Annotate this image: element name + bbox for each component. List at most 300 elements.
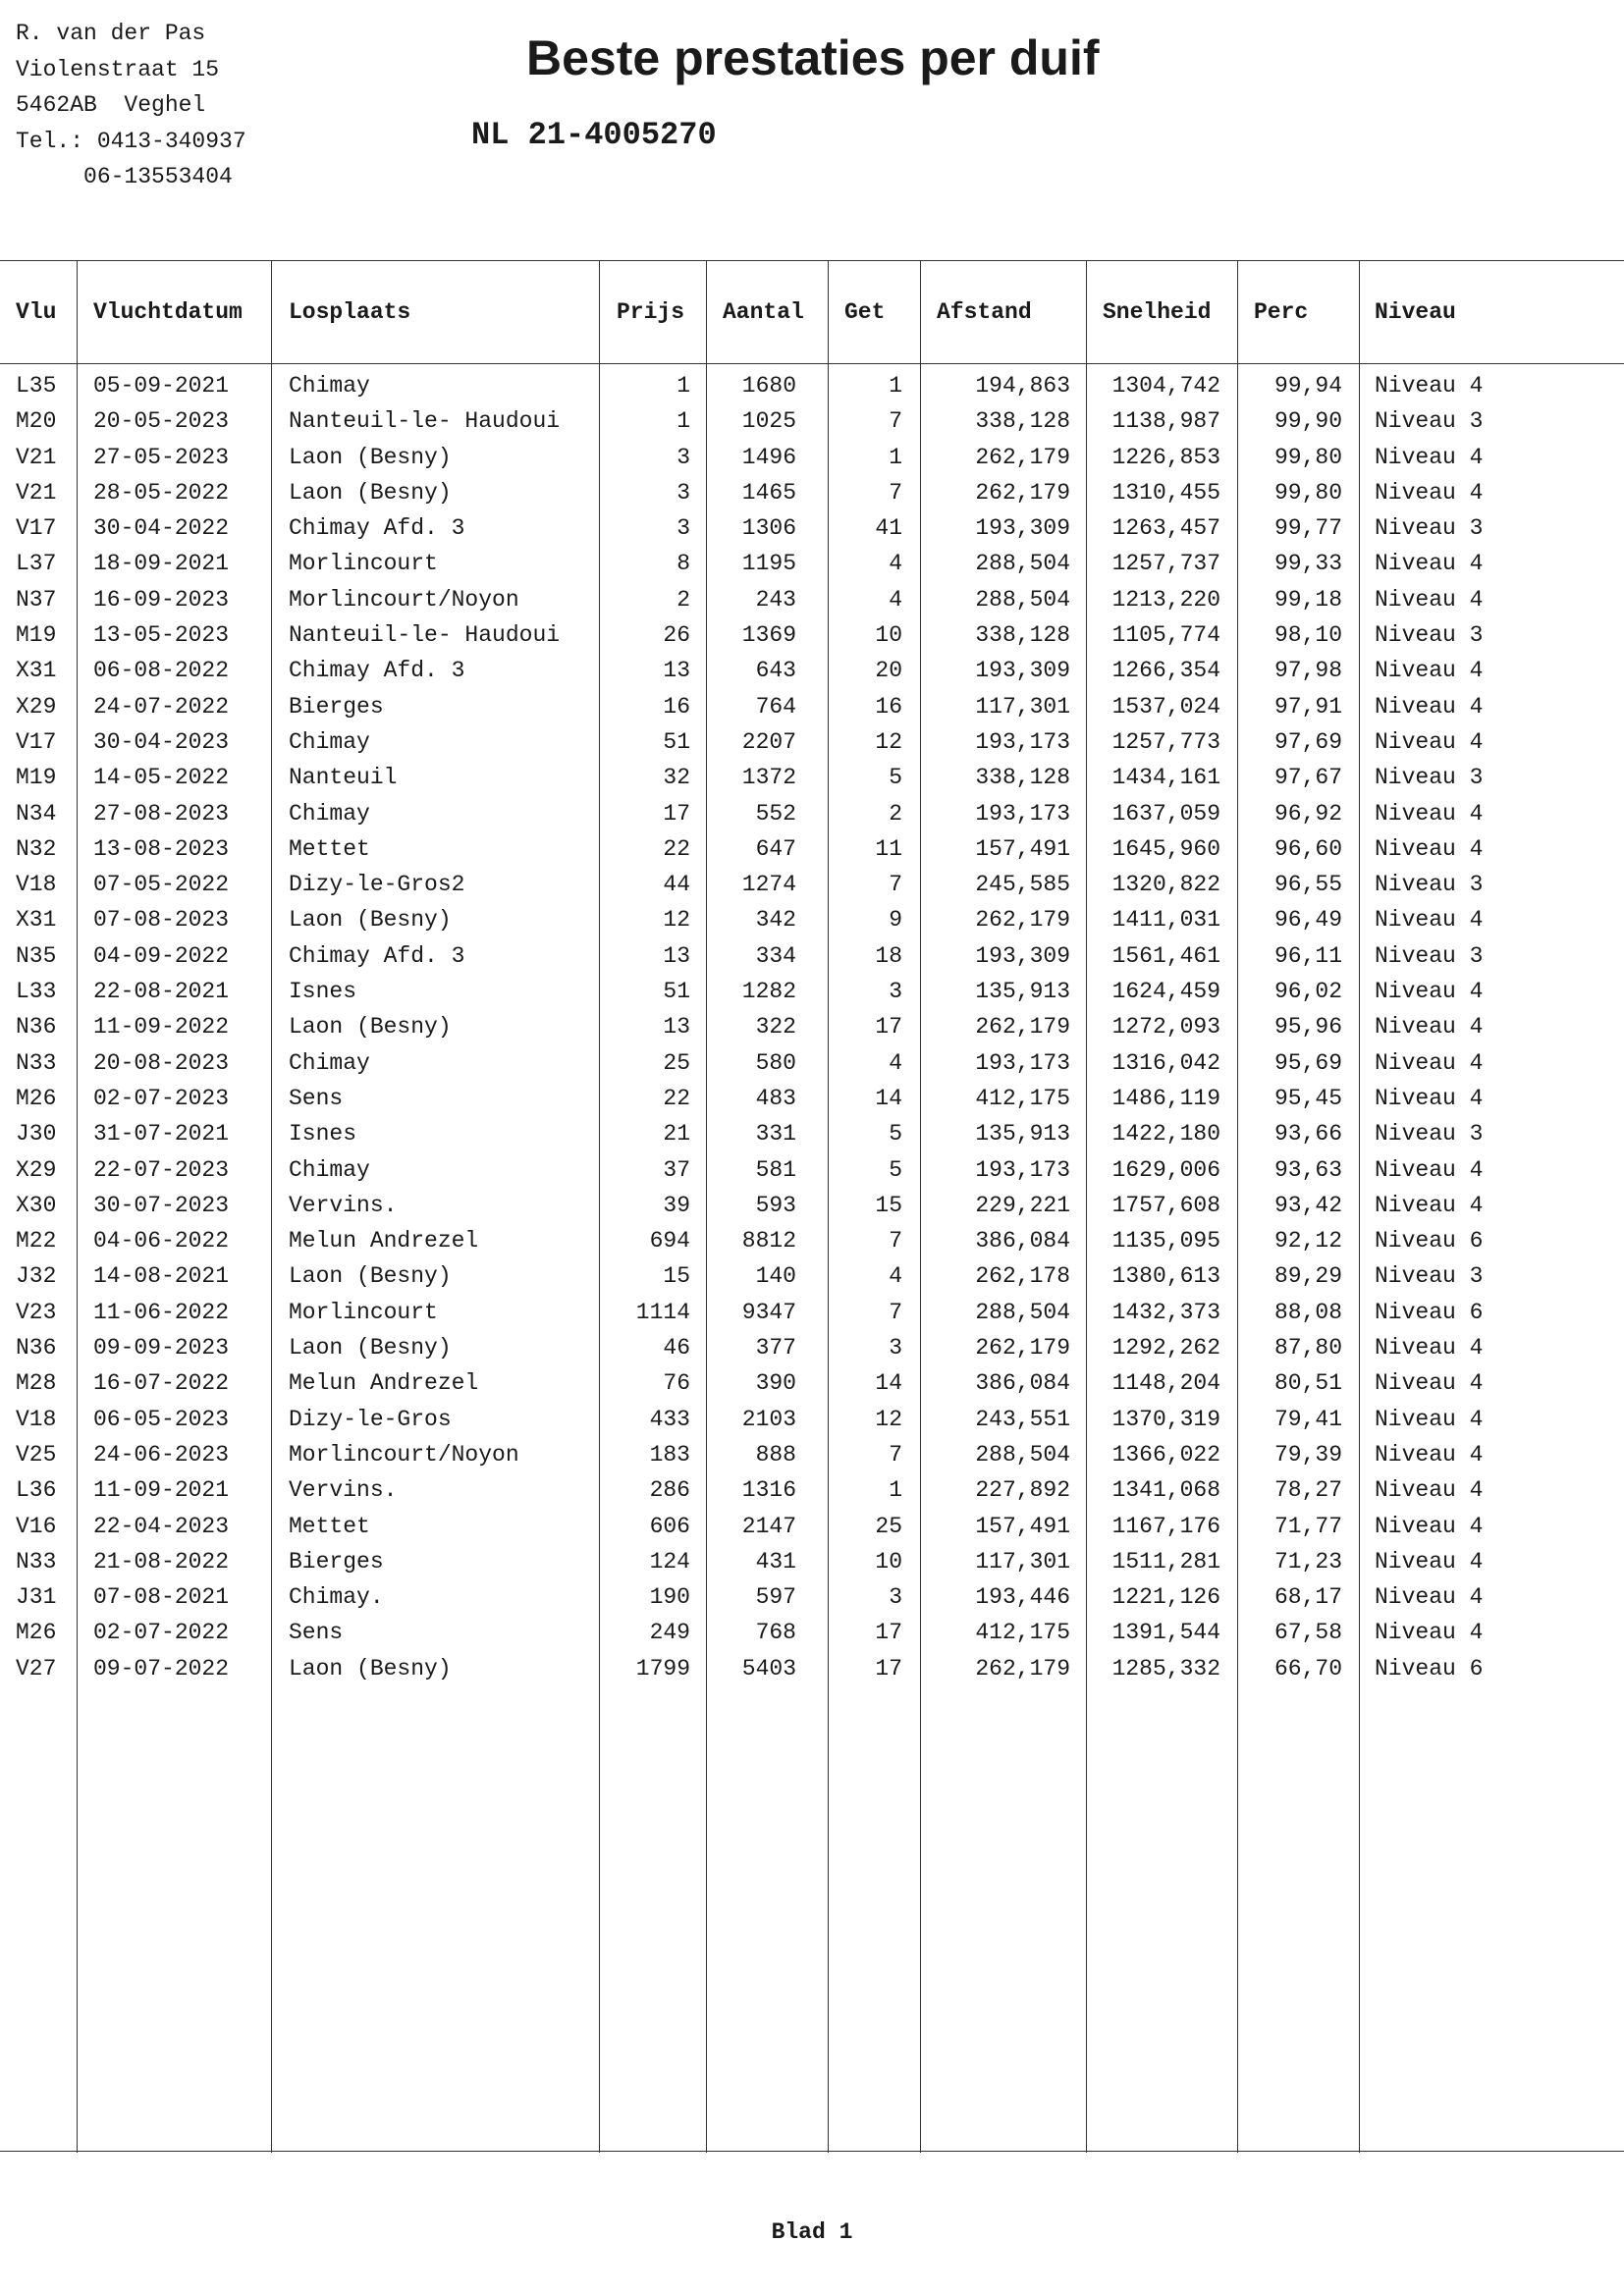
cell-get: 4 <box>889 586 902 613</box>
cell-vlu: N36 <box>16 1014 57 1041</box>
cell-vlu: L37 <box>16 551 57 577</box>
cell-aantal: 1372 <box>741 765 796 791</box>
cell-aantal: 1025 <box>741 408 796 435</box>
cell-niveau: Niveau 4 <box>1375 1620 1484 1646</box>
cell-losplaats: Dizy-le-Gros <box>289 1406 452 1432</box>
cell-snelheid: 1645,960 <box>1111 835 1220 862</box>
cell-vluchtdatum: 04-09-2022 <box>93 942 230 969</box>
cell-afstand: 193,173 <box>975 800 1070 827</box>
cell-niveau: Niveau 3 <box>1375 1121 1484 1148</box>
cell-afstand: 193,309 <box>975 942 1070 969</box>
cell-niveau: Niveau 4 <box>1375 1548 1484 1575</box>
cell-niveau: Niveau 6 <box>1375 1228 1484 1255</box>
cell-get: 14 <box>875 1085 902 1111</box>
cell-perc: 97,67 <box>1273 765 1342 791</box>
cell-get: 7 <box>889 872 902 898</box>
cell-niveau: Niveau 4 <box>1375 658 1484 684</box>
cell-losplaats: Morlincourt <box>289 1299 438 1325</box>
cell-get: 4 <box>889 1263 902 1290</box>
cell-afstand: 412,175 <box>975 1620 1070 1646</box>
cell-prijs: 17 <box>663 800 690 827</box>
cell-perc: 87,80 <box>1273 1335 1342 1362</box>
cell-prijs: 46 <box>663 1335 690 1362</box>
cell-perc: 71,23 <box>1273 1548 1342 1575</box>
cell-aantal: 377 <box>755 1335 796 1362</box>
col-header-losplaats: Losplaats <box>289 299 411 325</box>
cell-vluchtdatum: 05-09-2021 <box>93 373 230 399</box>
cell-vluchtdatum: 18-09-2021 <box>93 551 230 577</box>
cell-niveau: Niveau 3 <box>1375 942 1484 969</box>
cell-get: 5 <box>889 1121 902 1148</box>
table-row <box>0 365 1624 400</box>
cell-get: 20 <box>875 658 902 684</box>
cell-vluchtdatum: 14-05-2022 <box>93 765 230 791</box>
cell-snelheid: 1341,068 <box>1111 1477 1220 1504</box>
cell-get: 10 <box>875 1548 902 1575</box>
table-row <box>0 828 1624 864</box>
cell-prijs: 51 <box>663 728 690 755</box>
col-header-snelheid: Snelheid <box>1103 299 1212 325</box>
table-row <box>0 1434 1624 1469</box>
cell-perc: 96,92 <box>1273 800 1342 827</box>
table-row <box>0 1185 1624 1220</box>
cell-afstand: 338,128 <box>975 622 1070 649</box>
cell-snelheid: 1272,093 <box>1111 1014 1220 1041</box>
cell-afstand: 262,179 <box>975 444 1070 470</box>
cell-prijs: 433 <box>649 1406 690 1432</box>
cell-aantal: 322 <box>755 1014 796 1041</box>
cell-vluchtdatum: 21-08-2022 <box>93 1548 230 1575</box>
cell-prijs: 22 <box>663 1085 690 1111</box>
cell-get: 25 <box>875 1513 902 1539</box>
cell-niveau: Niveau 4 <box>1375 1014 1484 1041</box>
table-row <box>0 1399 1624 1434</box>
cell-afstand: 193,309 <box>975 658 1070 684</box>
cell-perc: 96,49 <box>1273 907 1342 934</box>
cell-losplaats: Melun Andrezel <box>289 1228 479 1255</box>
cell-vlu: X31 <box>16 907 57 934</box>
cell-prijs: 25 <box>663 1049 690 1076</box>
cell-vlu: N33 <box>16 1049 57 1076</box>
cell-losplaats: Chimay <box>289 1156 370 1183</box>
cell-afstand: 229,221 <box>975 1192 1070 1218</box>
cell-afstand: 412,175 <box>975 1085 1070 1111</box>
cell-niveau: Niveau 4 <box>1375 1441 1484 1468</box>
cell-losplaats: Isnes <box>289 1121 357 1148</box>
cell-vluchtdatum: 28-05-2022 <box>93 479 230 506</box>
cell-vluchtdatum: 13-05-2023 <box>93 622 230 649</box>
cell-snelheid: 1221,126 <box>1111 1584 1220 1611</box>
cell-vluchtdatum: 07-08-2023 <box>93 907 230 934</box>
table-row <box>0 1220 1624 1255</box>
cell-prijs: 1 <box>677 408 690 435</box>
cell-afstand: 157,491 <box>975 1513 1070 1539</box>
cell-get: 10 <box>875 622 902 649</box>
cell-losplaats: Chimay <box>289 728 370 755</box>
sender-address <box>16 16 246 195</box>
cell-aantal: 243 <box>755 586 796 613</box>
cell-afstand: 338,128 <box>975 765 1070 791</box>
cell-get: 41 <box>875 515 902 542</box>
cell-losplaats: Chimay Afd. 3 <box>289 515 465 542</box>
cell-losplaats: Chimay <box>289 800 370 827</box>
cell-losplaats: Laon (Besny) <box>289 444 452 470</box>
cell-prijs: 3 <box>677 479 690 506</box>
table-row <box>0 686 1624 721</box>
cell-prijs: 12 <box>663 907 690 934</box>
cell-afstand: 135,913 <box>975 1121 1070 1148</box>
cell-vluchtdatum: 07-05-2022 <box>93 872 230 898</box>
cell-perc: 97,69 <box>1273 728 1342 755</box>
cell-get: 12 <box>875 1406 902 1432</box>
cell-perc: 99,90 <box>1273 408 1342 435</box>
col-header-aantal: Aantal <box>723 299 804 325</box>
table-row <box>0 400 1624 436</box>
cell-aantal: 580 <box>755 1049 796 1076</box>
table-row <box>0 614 1624 650</box>
cell-perc: 95,69 <box>1273 1049 1342 1076</box>
col-header-vluchtdatum: Vluchtdatum <box>93 299 243 325</box>
cell-niveau: Niveau 4 <box>1375 1477 1484 1504</box>
table-row <box>0 1113 1624 1148</box>
table-row <box>0 1469 1624 1505</box>
cell-snelheid: 1148,204 <box>1111 1370 1220 1397</box>
table-row <box>0 1648 1624 1683</box>
cell-perc: 92,12 <box>1273 1228 1342 1255</box>
cell-prijs: 606 <box>649 1513 690 1539</box>
cell-snelheid: 1257,737 <box>1111 551 1220 577</box>
table-bottom-border <box>0 2151 1624 2152</box>
cell-losplaats: Laon (Besny) <box>289 1655 452 1682</box>
cell-snelheid: 1263,457 <box>1111 515 1220 542</box>
cell-vluchtdatum: 22-08-2021 <box>93 979 230 1005</box>
cell-get: 15 <box>875 1192 902 1218</box>
cell-afstand: 262,179 <box>975 907 1070 934</box>
table-row <box>0 1327 1624 1362</box>
cell-losplaats: Laon (Besny) <box>289 1263 452 1290</box>
cell-get: 18 <box>875 942 902 969</box>
cell-get: 17 <box>875 1014 902 1041</box>
cell-snelheid: 1292,262 <box>1111 1335 1220 1362</box>
cell-snelheid: 1105,774 <box>1111 622 1220 649</box>
cell-niveau: Niveau 4 <box>1375 1584 1484 1611</box>
cell-prijs: 16 <box>663 693 690 720</box>
cell-get: 16 <box>875 693 902 720</box>
cell-prijs: 190 <box>649 1584 690 1611</box>
cell-losplaats: Chimay. <box>289 1584 384 1611</box>
cell-prijs: 32 <box>663 765 690 791</box>
cell-afstand: 193,173 <box>975 1156 1070 1183</box>
cell-snelheid: 1434,161 <box>1111 765 1220 791</box>
cell-prijs: 13 <box>663 942 690 969</box>
cell-losplaats: Laon (Besny) <box>289 1335 452 1362</box>
table-row <box>0 1006 1624 1041</box>
table-row <box>0 1292 1624 1327</box>
table-row <box>0 1506 1624 1541</box>
cell-get: 3 <box>889 1335 902 1362</box>
cell-snelheid: 1266,354 <box>1111 658 1220 684</box>
cell-aantal: 1496 <box>741 444 796 470</box>
cell-aantal: 483 <box>755 1085 796 1111</box>
cell-aantal: 140 <box>755 1263 796 1290</box>
cell-niveau: Niveau 4 <box>1375 1156 1484 1183</box>
cell-vlu: N37 <box>16 586 57 613</box>
cell-vluchtdatum: 11-06-2022 <box>93 1299 230 1325</box>
cell-perc: 88,08 <box>1273 1299 1342 1325</box>
cell-perc: 78,27 <box>1273 1477 1342 1504</box>
results-table <box>0 260 1624 2153</box>
cell-aantal: 2103 <box>741 1406 796 1432</box>
cell-perc: 80,51 <box>1273 1370 1342 1397</box>
cell-aantal: 390 <box>755 1370 796 1397</box>
cell-afstand: 288,504 <box>975 1441 1070 1468</box>
table-row <box>0 1042 1624 1078</box>
cell-afstand: 245,585 <box>975 872 1070 898</box>
cell-vlu: M28 <box>16 1370 57 1397</box>
cell-aantal: 593 <box>755 1192 796 1218</box>
table-row <box>0 1362 1624 1398</box>
cell-vlu: V27 <box>16 1655 57 1682</box>
cell-aantal: 581 <box>755 1156 796 1183</box>
cell-snelheid: 1561,461 <box>1111 942 1220 969</box>
cell-vluchtdatum: 30-07-2023 <box>93 1192 230 1218</box>
cell-vlu: V21 <box>16 479 57 506</box>
cell-get: 3 <box>889 1584 902 1611</box>
cell-vluchtdatum: 07-08-2021 <box>93 1584 230 1611</box>
cell-snelheid: 1285,332 <box>1111 1655 1220 1682</box>
cell-prijs: 1799 <box>635 1655 690 1682</box>
table-row <box>0 971 1624 1006</box>
cell-aantal: 647 <box>755 835 796 862</box>
cell-get: 7 <box>889 479 902 506</box>
cell-afstand: 338,128 <box>975 408 1070 435</box>
cell-afstand: 135,913 <box>975 979 1070 1005</box>
cell-losplaats: Mettet <box>289 835 370 862</box>
cell-get: 1 <box>889 373 902 399</box>
cell-niveau: Niveau 4 <box>1375 835 1484 862</box>
table-body <box>0 365 1624 1683</box>
cell-vluchtdatum: 31-07-2021 <box>93 1121 230 1148</box>
cell-niveau: Niveau 4 <box>1375 479 1484 506</box>
cell-vlu: J31 <box>16 1584 57 1611</box>
cell-perc: 99,33 <box>1273 551 1342 577</box>
cell-niveau: Niveau 4 <box>1375 800 1484 827</box>
cell-aantal: 334 <box>755 942 796 969</box>
cell-prijs: 22 <box>663 835 690 862</box>
cell-afstand: 193,309 <box>975 515 1070 542</box>
cell-losplaats: Laon (Besny) <box>289 479 452 506</box>
cell-vlu: N36 <box>16 1335 57 1362</box>
cell-niveau: Niveau 4 <box>1375 1513 1484 1539</box>
page-title: Beste prestaties per duif <box>526 30 1100 85</box>
cell-afstand: 262,178 <box>975 1263 1070 1290</box>
cell-perc: 79,41 <box>1273 1406 1342 1432</box>
table-row <box>0 1612 1624 1647</box>
cell-vlu: M26 <box>16 1620 57 1646</box>
cell-afstand: 227,892 <box>975 1477 1070 1504</box>
table-row <box>0 721 1624 757</box>
cell-niveau: Niveau 6 <box>1375 1655 1484 1682</box>
cell-vlu: N35 <box>16 942 57 969</box>
cell-aantal: 1306 <box>741 515 796 542</box>
cell-get: 9 <box>889 907 902 934</box>
cell-get: 4 <box>889 551 902 577</box>
address-phone: Tel.: 0413-340937 <box>16 128 246 154</box>
cell-afstand: 386,084 <box>975 1370 1070 1397</box>
cell-prijs: 1 <box>677 373 690 399</box>
table-row <box>0 1255 1624 1291</box>
cell-afstand: 262,179 <box>975 1655 1070 1682</box>
cell-prijs: 44 <box>663 872 690 898</box>
cell-losplaats: Chimay <box>289 373 370 399</box>
cell-vlu: M19 <box>16 622 57 649</box>
cell-snelheid: 1537,024 <box>1111 693 1220 720</box>
cell-losplaats: Chimay <box>289 1049 370 1076</box>
cell-losplaats: Melun Andrezel <box>289 1370 479 1397</box>
cell-vluchtdatum: 14-08-2021 <box>93 1263 230 1290</box>
cell-snelheid: 1624,459 <box>1111 979 1220 1005</box>
cell-vlu: X29 <box>16 1156 57 1183</box>
cell-vlu: V25 <box>16 1441 57 1468</box>
cell-losplaats: Morlincourt/Noyon <box>289 1441 519 1468</box>
cell-losplaats: Isnes <box>289 979 357 1005</box>
cell-prijs: 2 <box>677 586 690 613</box>
col-header-get: Get <box>844 299 886 325</box>
cell-snelheid: 1629,006 <box>1111 1156 1220 1183</box>
cell-vluchtdatum: 24-07-2022 <box>93 693 230 720</box>
cell-afstand: 117,301 <box>975 693 1070 720</box>
cell-aantal: 764 <box>755 693 796 720</box>
cell-vluchtdatum: 20-08-2023 <box>93 1049 230 1076</box>
cell-niveau: Niveau 3 <box>1375 515 1484 542</box>
cell-prijs: 39 <box>663 1192 690 1218</box>
cell-vluchtdatum: 13-08-2023 <box>93 835 230 862</box>
cell-niveau: Niveau 4 <box>1375 693 1484 720</box>
cell-losplaats: Mettet <box>289 1513 370 1539</box>
cell-losplaats: Dizy-le-Gros2 <box>289 872 465 898</box>
cell-niveau: Niveau 4 <box>1375 1335 1484 1362</box>
cell-get: 14 <box>875 1370 902 1397</box>
cell-vlu: V23 <box>16 1299 57 1325</box>
cell-aantal: 1680 <box>741 373 796 399</box>
cell-niveau: Niveau 4 <box>1375 1406 1484 1432</box>
cell-perc: 95,45 <box>1273 1085 1342 1111</box>
cell-snelheid: 1422,180 <box>1111 1121 1220 1148</box>
cell-snelheid: 1167,176 <box>1111 1513 1220 1539</box>
cell-vlu: V17 <box>16 515 57 542</box>
cell-get: 17 <box>875 1620 902 1646</box>
cell-vluchtdatum: 11-09-2021 <box>93 1477 230 1504</box>
table-row <box>0 1576 1624 1612</box>
cell-get: 7 <box>889 1228 902 1255</box>
table-row <box>0 579 1624 614</box>
cell-get: 7 <box>889 1441 902 1468</box>
cell-perc: 79,39 <box>1273 1441 1342 1468</box>
cell-snelheid: 1370,319 <box>1111 1406 1220 1432</box>
col-header-vlu: Vlu <box>16 299 57 325</box>
cell-get: 17 <box>875 1655 902 1682</box>
cell-aantal: 331 <box>755 1121 796 1148</box>
table-row <box>0 437 1624 472</box>
cell-vluchtdatum: 16-09-2023 <box>93 586 230 613</box>
cell-prijs: 76 <box>663 1370 690 1397</box>
cell-perc: 99,80 <box>1273 444 1342 470</box>
cell-losplaats: Sens <box>289 1620 344 1646</box>
cell-niveau: Niveau 3 <box>1375 765 1484 791</box>
cell-get: 5 <box>889 765 902 791</box>
cell-vlu: V21 <box>16 444 57 470</box>
cell-vluchtdatum: 11-09-2022 <box>93 1014 230 1041</box>
cell-vluchtdatum: 09-07-2022 <box>93 1655 230 1682</box>
cell-prijs: 1114 <box>635 1299 690 1325</box>
cell-niveau: Niveau 6 <box>1375 1299 1484 1325</box>
cell-losplaats: Bierges <box>289 693 384 720</box>
cell-afstand: 193,173 <box>975 1049 1070 1076</box>
cell-perc: 67,58 <box>1273 1620 1342 1646</box>
cell-vlu: N34 <box>16 800 57 827</box>
cell-niveau: Niveau 4 <box>1375 907 1484 934</box>
cell-losplaats: Morlincourt/Noyon <box>289 586 519 613</box>
col-header-prijs: Prijs <box>617 299 685 325</box>
cell-niveau: Niveau 4 <box>1375 1192 1484 1218</box>
cell-snelheid: 1366,022 <box>1111 1441 1220 1468</box>
cell-vluchtdatum: 04-06-2022 <box>93 1228 230 1255</box>
cell-aantal: 2207 <box>741 728 796 755</box>
cell-perc: 99,18 <box>1273 586 1342 613</box>
cell-niveau: Niveau 4 <box>1375 586 1484 613</box>
cell-get: 12 <box>875 728 902 755</box>
cell-losplaats: Nanteuil-le- Haudoui <box>289 408 561 435</box>
cell-vluchtdatum: 30-04-2022 <box>93 515 230 542</box>
cell-vluchtdatum: 30-04-2023 <box>93 728 230 755</box>
cell-vlu: V17 <box>16 728 57 755</box>
col-header-afstand: Afstand <box>937 299 1032 325</box>
table-row <box>0 935 1624 971</box>
cell-snelheid: 1310,455 <box>1111 479 1220 506</box>
cell-perc: 97,98 <box>1273 658 1342 684</box>
cell-vluchtdatum: 16-07-2022 <box>93 1370 230 1397</box>
cell-losplaats: Chimay Afd. 3 <box>289 658 465 684</box>
cell-perc: 93,66 <box>1273 1121 1342 1148</box>
cell-perc: 93,63 <box>1273 1156 1342 1183</box>
table-row <box>0 472 1624 507</box>
cell-snelheid: 1320,822 <box>1111 872 1220 898</box>
cell-afstand: 117,301 <box>975 1548 1070 1575</box>
cell-vluchtdatum: 27-08-2023 <box>93 800 230 827</box>
cell-perc: 98,10 <box>1273 622 1342 649</box>
cell-afstand: 262,179 <box>975 479 1070 506</box>
cell-perc: 95,96 <box>1273 1014 1342 1041</box>
cell-afstand: 243,551 <box>975 1406 1070 1432</box>
cell-snelheid: 1226,853 <box>1111 444 1220 470</box>
cell-prijs: 8 <box>677 551 690 577</box>
cell-afstand: 386,084 <box>975 1228 1070 1255</box>
table-row <box>0 650 1624 685</box>
cell-aantal: 643 <box>755 658 796 684</box>
cell-aantal: 597 <box>755 1584 796 1611</box>
cell-vlu: L33 <box>16 979 57 1005</box>
table-row <box>0 1149 1624 1185</box>
cell-afstand: 262,179 <box>975 1014 1070 1041</box>
cell-losplaats: Vervins. <box>289 1192 398 1218</box>
cell-niveau: Niveau 4 <box>1375 979 1484 1005</box>
cell-get: 7 <box>889 408 902 435</box>
cell-afstand: 193,446 <box>975 1584 1070 1611</box>
cell-vluchtdatum: 02-07-2023 <box>93 1085 230 1111</box>
table-row <box>0 1078 1624 1113</box>
cell-losplaats: Laon (Besny) <box>289 1014 452 1041</box>
cell-losplaats: Bierges <box>289 1548 384 1575</box>
